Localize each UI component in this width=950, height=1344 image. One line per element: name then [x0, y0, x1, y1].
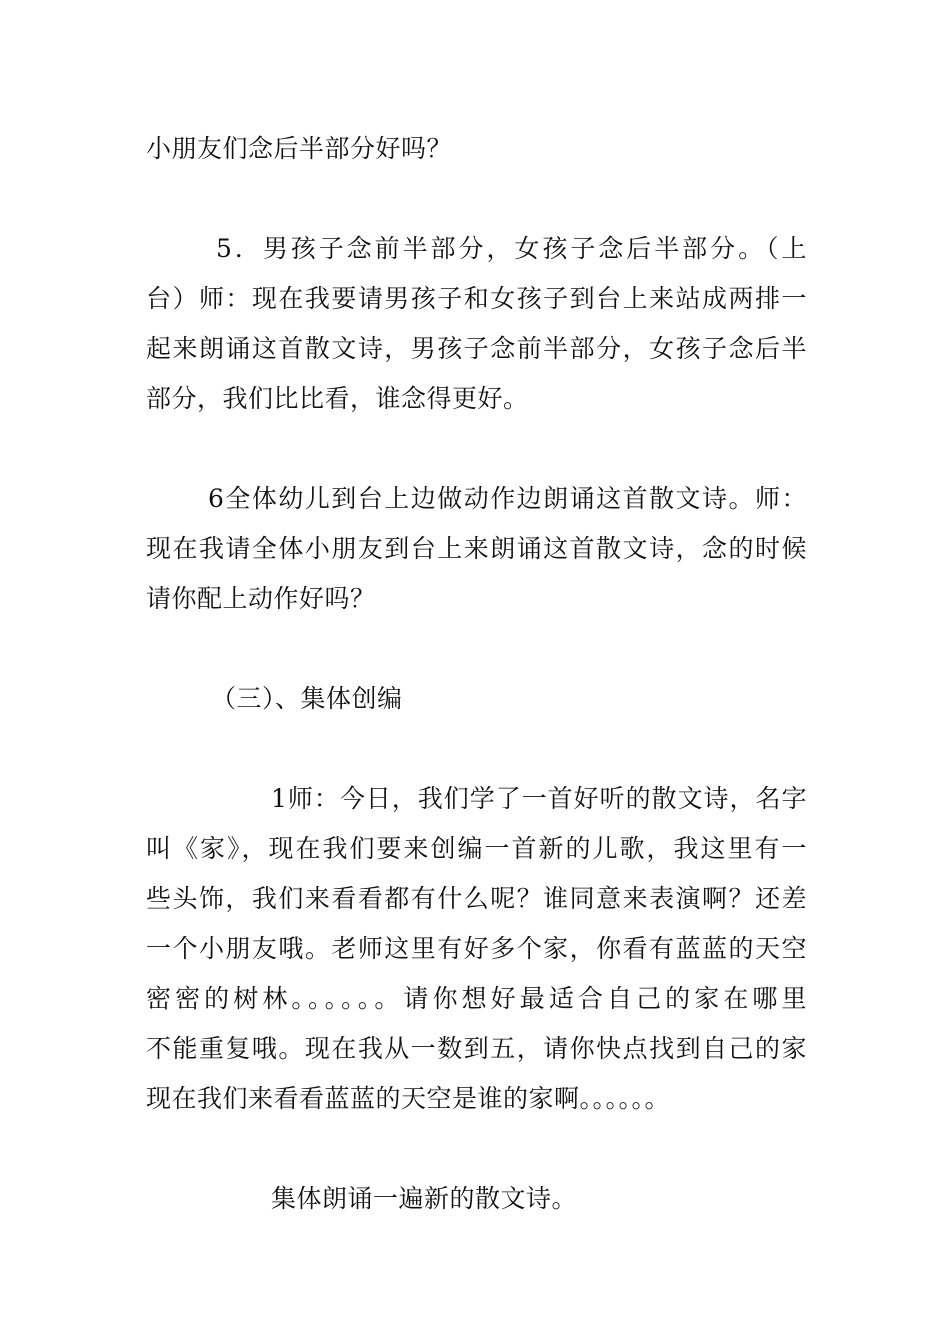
paragraph-line: 部分，我们比比看，谁念得更好。 — [146, 384, 529, 413]
paragraph-line: 请你配上动作好吗？ — [146, 584, 376, 613]
paragraph-line: 些头饰，我们来看看都有什么呢？谁同意来表演啊？还差 — [146, 884, 807, 913]
paragraph-line: 密密的树林。。。。。。请你想好最适合自己的家在哪里 — [146, 984, 807, 1013]
paragraph-line: 5．男孩子念前半部分，女孩子念后半部分。（上 — [216, 234, 807, 263]
paragraph-line: 集体朗诵一遍新的散文诗。 — [271, 1184, 578, 1213]
section-heading: （三）、集体创编 — [211, 684, 403, 713]
paragraph-line: 6全体幼儿到台上边做动作边朗诵这首散文诗。师： — [208, 484, 807, 513]
paragraph-line: 一个小朋友哦。老师这里有好多个家，你看有蓝蓝的天空 — [146, 934, 807, 963]
paragraph-line: 不能重复哦。现在我从一数到五，请你快点找到自己的家 — [146, 1034, 807, 1063]
paragraph-line: 叫《家》，现在我们要来创编一首新的儿歌，我这里有一 — [146, 834, 807, 863]
paragraph-line: 现在我们来看看蓝蓝的天空是谁的家啊。。。。。。 — [146, 1084, 671, 1113]
paragraph-line: 现在我请全体小朋友到台上来朗诵这首散文诗，念的时候 — [146, 534, 807, 563]
paragraph-line: 小朋友们念后半部分好吗？ — [146, 134, 453, 163]
paragraph-line: 起来朗诵这首散文诗，男孩子念前半部分，女孩子念后半 — [146, 334, 807, 363]
paragraph-line: 1师：今日，我们学了一首好听的散文诗，名字 — [271, 784, 807, 813]
paragraph-line: 台）师：现在我要请男孩子和女孩子到台上来站成两排一 — [146, 284, 807, 313]
